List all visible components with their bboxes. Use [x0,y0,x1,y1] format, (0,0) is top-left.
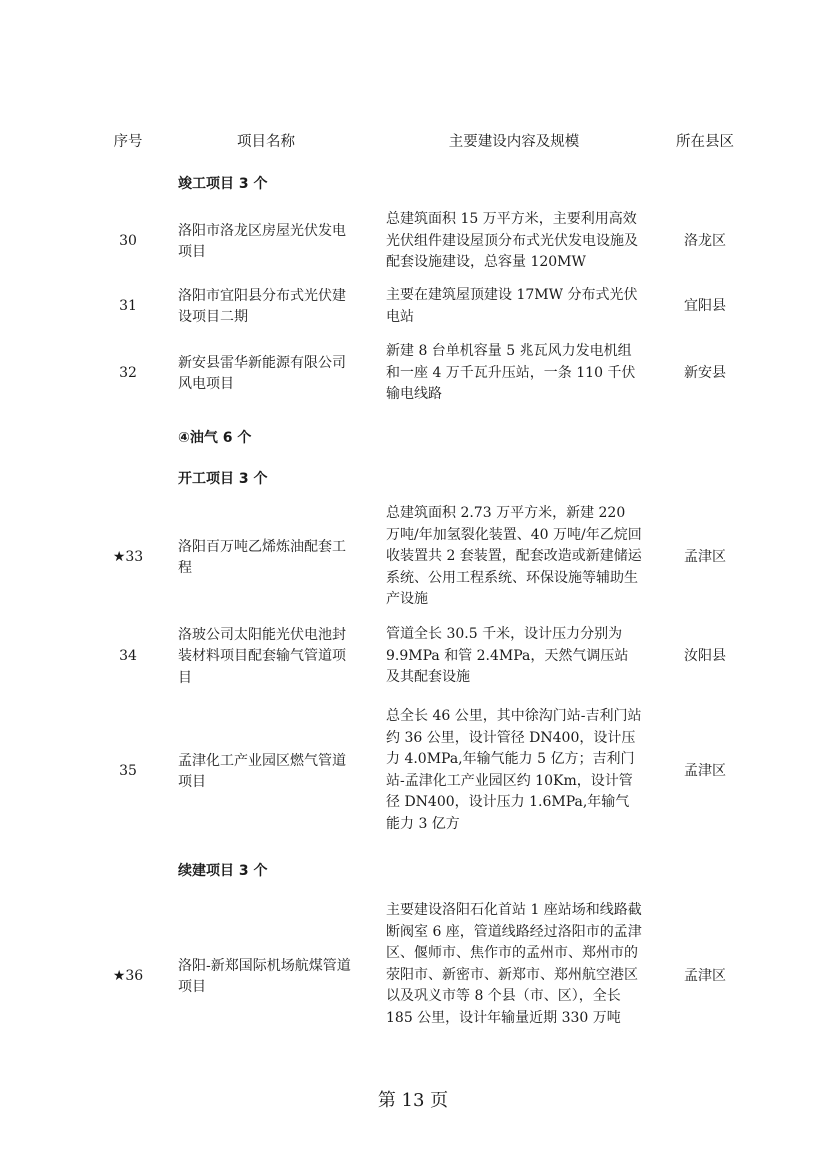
row-county: 宜阳县 [684,298,726,315]
page-number: 第 13 页 [377,1090,449,1111]
row-content: 主要在建筑屋顶建设 17MW 分布式光伏电站 [386,287,638,325]
row-name [178,706,358,838]
row-county: 孟津区 [684,763,726,780]
row-name [178,503,358,613]
header-content: 主要建设内容及规模 [448,134,580,150]
row-no: 32 [119,365,137,382]
section-heading: ④油气 6 个 [178,430,252,446]
table-row [0,503,826,613]
section-heading: 竣工项目 3 个 [178,176,268,192]
header-name: 项目名称 [237,134,295,150]
table-row [0,624,826,690]
row-name-text: 洛阳百万吨乙烯炼油配套工程 [178,538,346,576]
row-no: 35 [119,763,137,780]
row-name [178,209,358,275]
row-no: ★33 [112,549,144,566]
row-county: 新安县 [684,365,726,382]
row-no: ★36 [112,968,144,985]
row-content: 总建筑面积 15 万平方米，主要利用高效光伏组件建设屋顶分布式光伏发电设施及配套设施建设，总容量 120MW [386,211,638,270]
table-row [0,209,826,275]
row-name [178,624,358,690]
row-name [178,341,358,407]
row-county: 洛龙区 [684,233,726,250]
header-county: 所在县区 [676,134,734,150]
row-no: 31 [119,298,137,315]
row-county: 汝阳县 [684,648,726,665]
table-row [0,900,826,1054]
row-no: 34 [119,648,137,665]
row-county: 孟津区 [684,549,726,566]
table-row [0,341,826,407]
section-heading: 续建项目 3 个 [178,863,268,879]
table-row [0,285,826,329]
row-name-text: 新安县雷华新能源有限公司风电项目 [178,354,346,392]
row-content: 主要建设洛阳石化首站 1 座站场和线路截断阀室 6 座，管道线路经过洛阳市的孟津区、偃师市、焦作市的孟州市、郑州市的荥阳市、新密市、新郑市、郑州航空港区以及巩义市等 8 个县（市、区），全长 185 公里，设计年输量近期 330 万吨 [386,902,642,1026]
section-heading: 开工项目 3 个 [178,471,268,487]
row-content: 总建筑面积 2.73 万平方米，新建 220 万吨/年加氢裂化装置、40 万吨/年乙烷回收装置共 2 套装置，配套改造或新建储运系统、公用工程系统、环保设施等辅助生产设施 [386,505,642,607]
row-content: 总全长 46 公里，其中徐沟门站-吉利门站约 36 公里，设计管径 DN400，设计压力 4.0MPa,年输气能力 5 亿方；吉利门站-孟津化工产业园区约 10Km，设计管径 DN400，设计压力 1.6MPa,年输气能力 3 亿方 [386,708,642,832]
row-content: 新建 8 台单机容量 5 兆瓦风力发电机组和一座 4 万千瓦升压站，一条 110 千伏输电线路 [386,343,636,402]
row-name [178,285,358,329]
row-county: 孟津区 [684,968,726,985]
row-name [178,900,358,1054]
row-name-text: 洛阳-新郑国际机场航煤管道项目 [178,957,351,995]
row-name-text: 洛玻公司太阳能光伏电池封装材料项目配套输气管道项目 [178,626,346,686]
row-name-text: 洛阳市宜阳县分布式光伏建设项目二期 [178,287,346,325]
row-name-text: 孟津化工产业园区燃气管道项目 [178,752,346,790]
row-no: 30 [119,233,137,250]
row-name-text: 洛阳市洛龙区房屋光伏发电项目 [178,222,346,260]
header-no: 序号 [113,134,143,150]
table-row [0,706,826,838]
row-content: 管道全长 30.5 千米，设计压力分别为 9.9MPa 和管 2.4MPa，天然气调压站及其配套设施 [386,626,629,685]
